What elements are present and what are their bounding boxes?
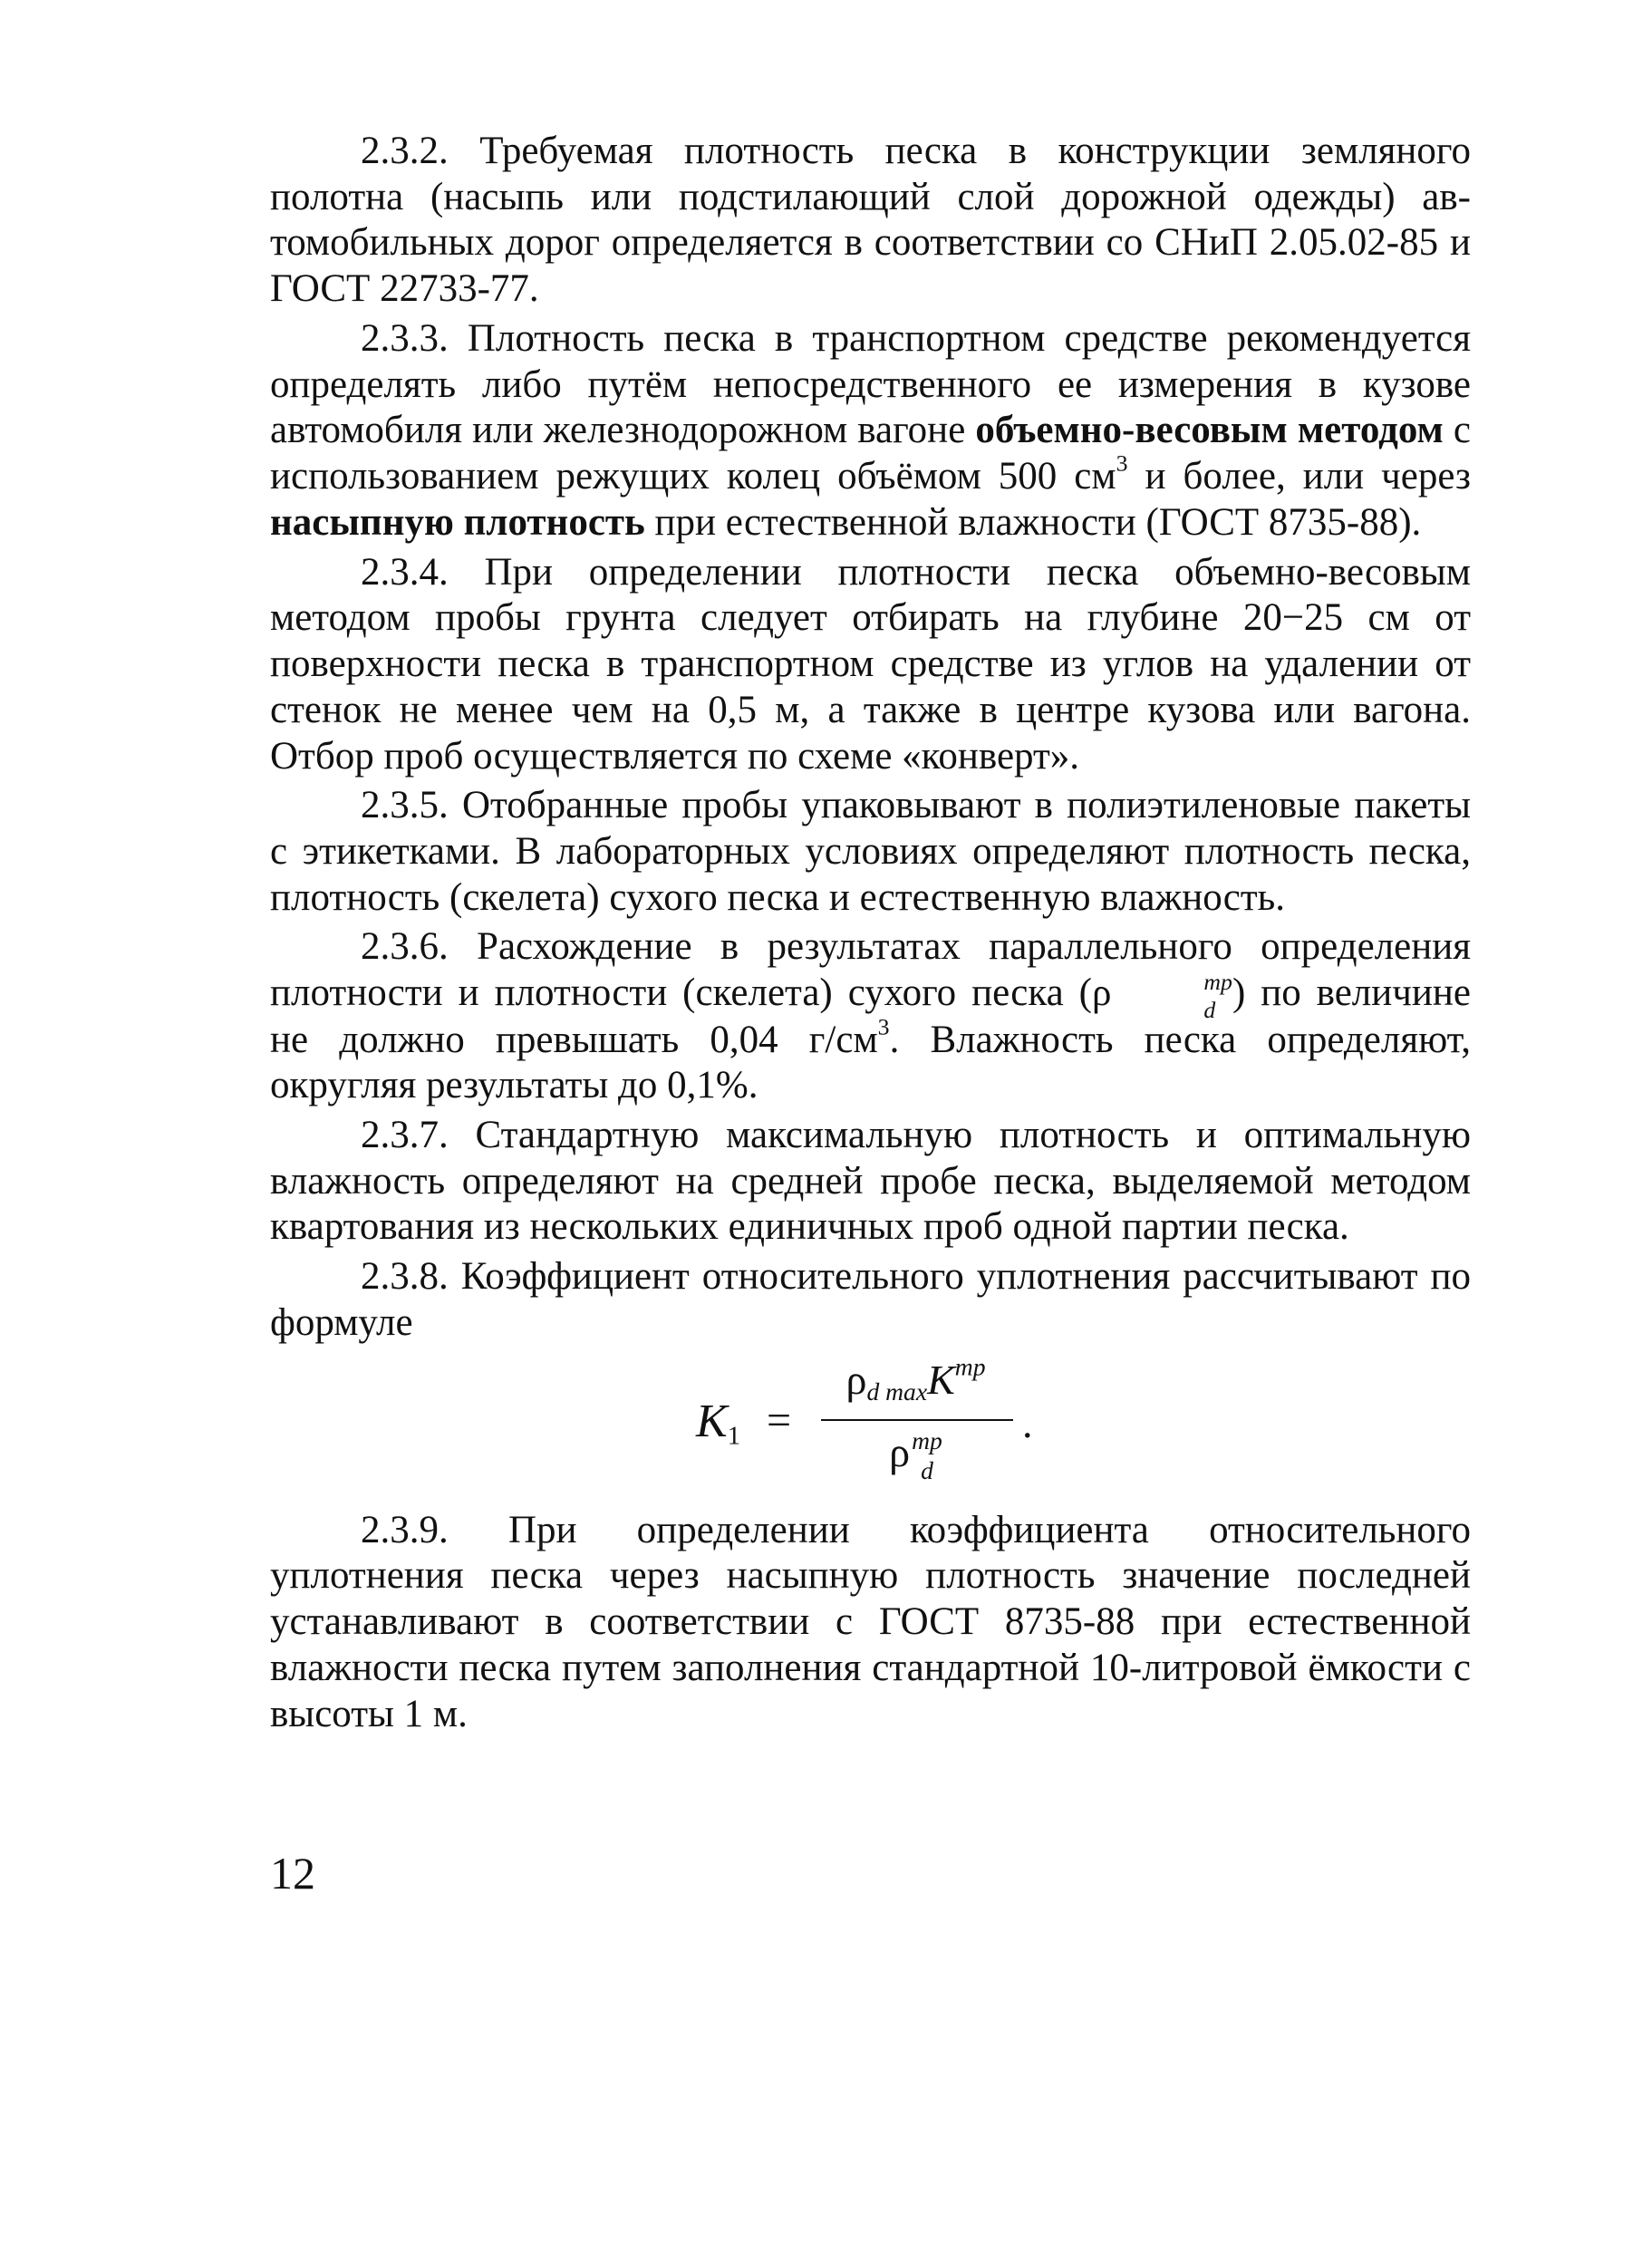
paragraph-text: При определении плотности песка объемно-весовым методом пробы грунта следует отбирать на глубине 20−25 см от поверхности песка в транспортном средстве из углов на удалении от стенок не менее чем на 0,5 м, а также в центре кузова или вагона. Отбор проб осуществляется по схеме «конверт». bbox=[270, 550, 1472, 778]
formula-denominator-superscript: тр bbox=[912, 1426, 942, 1455]
paragraph-number: 2.3.3. bbox=[361, 316, 449, 360]
paragraph-text: Стандартную максимальную плотность и оптимальную влажность определяют на средней пробе песка, выделяемой методом квартования из нескольких единичных проб одной партии песка. bbox=[270, 1114, 1472, 1249]
paragraph-2-3-7 bbox=[270, 1113, 1471, 1251]
paragraph-text-part: при естественной влажности (ГОСТ 8735-88). bbox=[644, 500, 1422, 544]
formula-period: . bbox=[1022, 1399, 1033, 1446]
formula-numerator-subscript: d max bbox=[866, 1377, 928, 1406]
rho-symbol: ρ тр d bbox=[1091, 969, 1232, 1024]
paragraph-text-part: ) по величине не должно превышать 0,04 г/см bbox=[270, 971, 1471, 1061]
paragraph-text-part: Плотность песка в транспортном средстве рекомендуется определять либо путём непосредственного ее измерения в кузове автомобиля или железнодорожном вагоне bbox=[270, 316, 1471, 452]
paragraph-text: Требуемая плотность песка в конструкции земляного полотна (насыпь или подстилающий слой дорожной одежды) автомобильных дорог определяется в соответствии со СНиП 2.05.02-85 и ГОСТ 22733-77. bbox=[270, 130, 1471, 311]
formula-denominator-subscript: d bbox=[921, 1456, 933, 1485]
paragraph-text: Коэффициент относительного уплотнения рассчитывают по формуле bbox=[270, 1255, 1471, 1344]
formula-compaction-coefficient bbox=[270, 1352, 1471, 1492]
document-page bbox=[270, 129, 1471, 1741]
paragraph-number: 2.3.7. bbox=[361, 1114, 449, 1157]
formula-fraction-bar bbox=[821, 1419, 1013, 1421]
paragraph-text-part: с использованием режущих колец объёмом 500 см bbox=[270, 409, 1471, 498]
formula-denominator: ρ тр d bbox=[889, 1426, 942, 1485]
paragraph-2-3-2 bbox=[270, 129, 1471, 313]
formula-lhs-subscript: 1 bbox=[727, 1422, 740, 1451]
rho-subscript: d bbox=[1203, 997, 1216, 1024]
superscript: 3 bbox=[1116, 449, 1128, 477]
paragraph-2-3-6 bbox=[270, 924, 1471, 1109]
formula-lhs: $K_1$ bbox=[696, 1395, 740, 1451]
formula-k-superscript: тр bbox=[954, 1352, 986, 1380]
superscript: 3 bbox=[877, 1013, 890, 1040]
paragraph-number: 2.3.2. bbox=[361, 130, 449, 172]
paragraph-2-3-8 bbox=[270, 1254, 1471, 1346]
paragraph-2-3-5 bbox=[270, 783, 1471, 921]
page-number: 12 bbox=[270, 1848, 315, 1899]
bold-term-bulk-density: насыпную плотность bbox=[270, 500, 645, 544]
paragraph-number: 2.3.4. bbox=[361, 550, 449, 594]
paragraph-text-part: . Влажность песка определяют, округляя результаты до 0,1%. bbox=[270, 1018, 1471, 1107]
paragraph-number: 2.3.8. bbox=[361, 1255, 449, 1299]
rho-superscript: тр bbox=[1203, 969, 1232, 996]
paragraph-2-3-3 bbox=[270, 316, 1471, 546]
formula-numerator: $\rho_{d max}K^{тр}$ bbox=[845, 1352, 986, 1406]
paragraph-number: 2.3.9. bbox=[361, 1508, 449, 1551]
paragraph-number: 2.3.5. bbox=[361, 784, 449, 827]
paragraph-number: 2.3.6. bbox=[361, 925, 449, 969]
paragraph-text: Отобранные пробы упаковывают в полиэтиленовые пакеты с этикетками. В лабораторных условиях определяют плотность песка, плотность (скелета) сухого песка и естественную влажность. bbox=[270, 784, 1472, 919]
paragraph-text-part: и более, или через bbox=[1127, 455, 1471, 498]
paragraph-2-3-4 bbox=[270, 550, 1471, 780]
bold-term-volumetric-method: объемно-весовым методом bbox=[975, 409, 1444, 452]
paragraph-text: При определении коэффициента относительного уплотнения песка через насыпную плотность значение последней устанавливают в соответствии с ГОСТ 8735-88 при естественной влажности песка путем заполнения стандартной 10-литровой ёмкости с высоты 1 м. bbox=[270, 1508, 1471, 1735]
paragraph-2-3-9 bbox=[270, 1508, 1471, 1738]
paragraph-text-part: Расхождение в результатах параллельного определения плотности и плотности (скелета) сухого песка ( bbox=[270, 925, 1471, 1015]
formula-equals-sign: = bbox=[767, 1396, 792, 1445]
